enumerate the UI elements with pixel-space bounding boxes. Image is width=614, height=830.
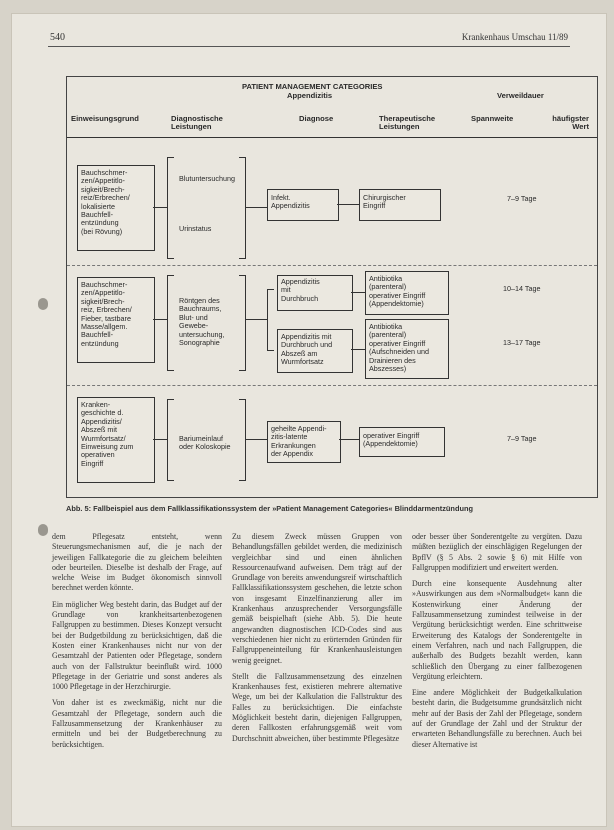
connector (337, 204, 359, 205)
therapie-text-2b: Antibiotika (parenteral) operativer Eingriff (Aufschneiden und Drainieren des Abszesses) (369, 322, 429, 374)
therapie-text-1: Chirurgischer Eingriff (363, 193, 406, 211)
connector (245, 439, 267, 440)
header-divider (67, 137, 597, 138)
diagnose-box-2a (277, 275, 353, 311)
paragraph: Zu diesem Zweck müssen Gruppen von Behandlungsfällen gebildet werden, die medizinisch vergleichbar sind und einen ähnlichen Ressourcenaufwand aufweisen. Dem trägt auf der Grundlage von bereits anwendungsreif wirtschaftlich Fallklassifikationssystem geschehen, die letzte schon von insgesamt Einzelfinanzierung aller im Krankenhaus anzusprechender Versorgungsfälle gemäß beispielhaft (siehe Abb. 5). Die heute angewandten diagnostischen ICD-Codes sind aus verschiedenen hier nicht zu erörternden Gründen für Fallgruppeneinteilung für Krankenhausleistungen wenig geeignet. (232, 532, 402, 665)
diagnose-box-2b (277, 329, 353, 373)
section-separator (67, 265, 597, 266)
header-diagnostische: Diagnostische Leistungen (171, 114, 223, 132)
connector (351, 292, 365, 293)
diagnose-box-1 (267, 189, 339, 221)
paragraph: Ein möglicher Weg besteht darin, das Budget auf der Grundlage von krankheitsartenbezogenen Fallgruppen zu bestimmen. Dieses Konzept versucht bei der Budgetbildung zu berücksichtigen, daß die Kosten einer Krankenhauses nicht nur von der Gesamtzahl der Patienten oder Pflegetage, sondern auch von der Fallstruktur beeinflußt wird. 1000 Pflegetage in der Geriatrie und sonst anderes als 1000 Pflegetage in der Herzchirurgie. (52, 599, 222, 692)
header-einweisung: Einweisungsgrund (71, 114, 139, 123)
figure-subtitle: Appendizitis (287, 91, 333, 100)
bracket-diagnose-2 (267, 289, 274, 351)
bracket-diag-3 (167, 399, 174, 481)
connector (339, 439, 359, 440)
section-separator (67, 385, 597, 386)
figure-title: PATIENT MANAGEMENT CATEGORIES (242, 82, 383, 91)
therapie-text-3: operativer Eingriff (Appendektomie) (363, 431, 420, 449)
paragraph: Stellt die Fallzusammensetzung des einzelnen Krankenhauses fest, existieren mehrere alternative Wege, um bei der Kalkulation die Fallstruktur des Falles zu berücksichtigen. Die einfachste Möglichkeit besteht darin, diejenigen Fallgruppen, deren Fallkosten erfahrungsgemäß weit vom Durchschnitt abweichen, über bestimmte Pflegesätze (232, 671, 402, 743)
connector (245, 207, 267, 208)
paragraph: oder besser über Sonderentgelte zu vergüten. Dazu müßten bezüglich der einschlägigen Regelungen der BpflV (§ 5 Abs. 2 sowie § 6) mit Hilfe von Fallgruppen modifiziert und erweitert werden. (412, 532, 582, 572)
therapie-box-3 (359, 427, 445, 457)
journal-reference: Krankenhaus Umschau 11/89 (461, 32, 568, 42)
diagnose-text-2b: Appendizitis mit Durchbruch und Abszeß am Wurmfortsatz (281, 332, 333, 367)
diag-2: Röntgen des Bauchraums, Blut- und Gewebe- untersuchung, Sonographie (179, 296, 225, 348)
therapie-box-1 (359, 189, 441, 221)
connector (153, 319, 167, 320)
connector (351, 349, 365, 350)
connector (153, 207, 167, 208)
page-number: 540 (50, 32, 65, 43)
verweildauer-2b: 13–17 Tage (503, 338, 541, 347)
paragraph: Durch eine konsequente Ausdehnung alter »Auswirkungen aus dem »Normalbudget« kann die Kostenwirkung einer Änderung der Fallzusammensetzung zumindest teilweise in der Vergütung berücksichtigt werden. Eine schrittweise Erweiterung des Katalogs der Sonderentgelte in einem Verfahren, nach und nach Fallgruppen, die außerhalb des Budgets bezahlt werden, kann schließlich den Übergang zu einer fallbezogenen Vergütung erleichtern. (412, 579, 582, 681)
therapie-text-2a: Antibiotika (parenteral) operativer Eingriff (Appendektomie) (369, 274, 426, 309)
therapie-box-2a (365, 271, 449, 315)
rbracket-diag-1 (239, 157, 246, 259)
paragraph: dem Pflegesatz entsteht, wenn Steuerungsmechanismen auf, die je nach der jeweiligen Fallkategorie die zu gleichem beleihten oder beurteilen. Dieselbe ist deshalb der Frage, auf welche Weise im Budget ökonomisch sinnvoll berechnet werden könnte. (52, 532, 222, 593)
punch-hole (38, 524, 48, 536)
einweisung-text-1: Bauchschmer- zen/Appetitlo- sigkeit/Brech- reiz/Erbrechen/ lokalisierte Bauchfell- entzündung (bei Rövung) (81, 168, 130, 236)
header-haeufigster: häufigster Wert (552, 114, 589, 132)
einweisung-box-3 (77, 397, 155, 483)
header-verweildauer: Verweildauer (497, 91, 544, 100)
bracket-diag-2 (167, 275, 174, 371)
verweildauer-3: 7–9 Tage (507, 434, 537, 443)
paragraph: Eine andere Möglichkeit der Budgetkalkulation besteht darin, die Budgetsumme grundsätzlich nicht mehr auf der Basis der Zahl der Pflegetage, sondern auf der Grundlage der Zahl und der Struktur der erwarteten Behandlungsfälle zu berechnen. Auch bei dieser Alternative ist (412, 688, 582, 749)
text-column-3 (412, 532, 582, 756)
einweisung-box-1 (77, 165, 155, 251)
figure-patient-management-categories (66, 76, 598, 498)
diag-1a: Blutuntersuchung (179, 174, 235, 183)
paragraph: Von daher ist es zweckmäßig, nicht nur die Gesamtzahl der Pflegetage, sondern auch die Fallzusammensetzung der Krankenhäuser zu ermitteln und bei der Budgetberechnung zu berücksichtigen. (52, 698, 222, 749)
connector (153, 439, 167, 440)
einweisung-box-2 (77, 277, 155, 363)
verweildauer-1: 7–9 Tage (507, 194, 537, 203)
diagnose-text-2a: Appendizitis mit Durchbruch (281, 277, 320, 303)
diag-1b: Urinstatus (179, 224, 212, 233)
text-column-1 (52, 532, 222, 756)
header-therapeutische: Therapeutische Leistungen (379, 114, 436, 132)
text-column-2 (232, 532, 402, 750)
diag-3: Bariumeinlauf oder Koloskopie (179, 434, 231, 452)
figure-caption: Abb. 5: Fallbeispiel aus dem Fallklassifikationssystem der »Patient Management Categories« Blinddarmentzündung (66, 504, 473, 513)
diagnose-text-3: geheilte Appendi- zitis-latente Erkrankungen der Appendix (271, 424, 327, 459)
rbracket-diag-2 (239, 275, 246, 371)
diagnose-box-3 (267, 421, 341, 463)
document-page (12, 14, 606, 826)
rbracket-diag-3 (239, 399, 246, 481)
connector (245, 319, 267, 320)
punch-hole (38, 298, 48, 310)
header-diagnose: Diagnose (299, 114, 334, 123)
header-rule (48, 46, 570, 47)
therapie-box-2b (365, 319, 449, 379)
verweildauer-2a: 10–14 Tage (503, 284, 541, 293)
diagnose-text-1: Infekt. Appendizitis (271, 193, 310, 211)
einweisung-text-2: Bauchschmer- zen/Appetitlo- sigkeit/Brech- reiz, Erbrechen/ Fieber, tastbare Masse/allgem. Bauchfell- entzündung (81, 280, 132, 348)
bracket-diag-1 (167, 157, 174, 259)
einweisung-text-3: Kranken- geschichte d. Appendizitis/ Abszeß mit Wurmfortsatz/ Einweisung zum operativen Eingriff (81, 400, 134, 468)
header-spannweite: Spannweite (471, 114, 514, 123)
